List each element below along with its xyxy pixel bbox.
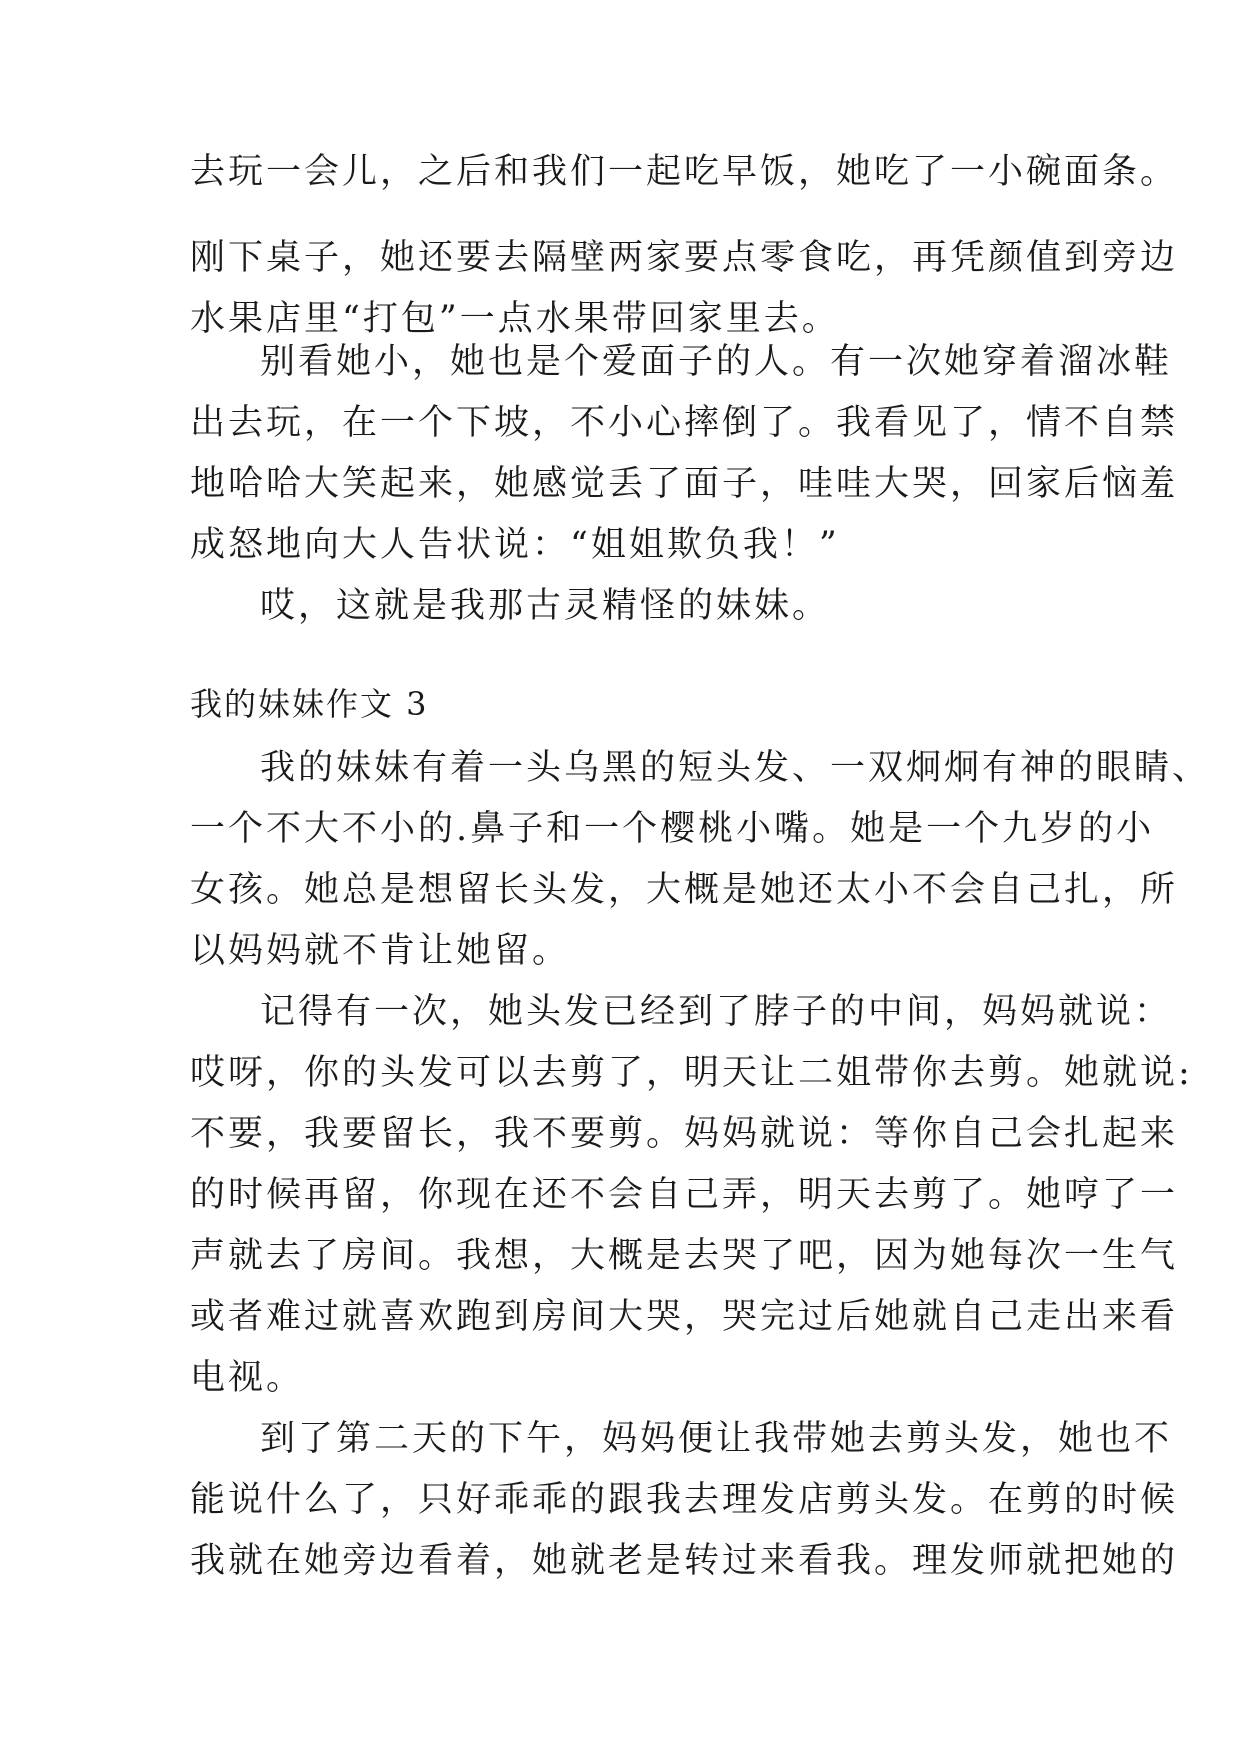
paragraph-line: 女孩。她总是想留长头发，大概是她还太小不会自己扎，所 <box>190 870 1179 910</box>
paragraph-line: 或者难过就喜欢跑到房间大哭，哭完过后她就自己走出来看 <box>190 1297 1179 1337</box>
section-heading: 我的妹妹作文 3 <box>190 685 429 723</box>
paragraph-line: 成怒地向大人告状说：“姐姐欺负我！” <box>190 525 840 565</box>
paragraph-line: 能说什么了，只好乖乖的跟我去理发店剪头发。在剪的时候 <box>190 1480 1179 1520</box>
paragraph-line: 我就在她旁边看着，她就老是转过来看我。理发师就把她的 <box>190 1541 1179 1581</box>
paragraph-line: 的时候再留，你现在还不会自己弄，明天去剪了。她哼了一 <box>190 1175 1179 1215</box>
paragraph-line: 出去玩，在一个下坡，不小心摔倒了。我看见了，情不自禁 <box>190 403 1179 443</box>
paragraph-line: 记得有一次，她头发已经到了脖子的中间，妈妈就说： <box>260 992 1173 1032</box>
paragraph-line: 哎，这就是我那古灵精怪的妹妹。 <box>260 586 831 626</box>
paragraph-line: 地哈哈大笑起来，她感觉丢了面子，哇哇大哭，回家后恼羞 <box>190 464 1179 504</box>
paragraph-line: 哎呀，你的头发可以去剪了，明天让二姐带你去剪。她就说: <box>190 1053 1193 1093</box>
paragraph-line: 不要，我要留长，我不要剪。妈妈就说：等你自己会扎起来 <box>190 1114 1179 1154</box>
paragraph-line: 刚下桌子，她还要去隔壁两家要点零食吃，再凭颜值到旁边 <box>190 238 1179 278</box>
paragraph-line: 去玩一会儿，之后和我们一起吃早饭，她吃了一小碗面条。 <box>190 152 1179 192</box>
paragraph-line: 到了第二天的下午，妈妈便让我带她去剪头发，她也不 <box>260 1419 1173 1459</box>
paragraph-line: 我的妹妹有着一头乌黑的短头发、一双炯炯有神的眼睛、 <box>260 748 1211 788</box>
paragraph-line: 一个不大不小的.鼻子和一个樱桃小嘴。她是一个九岁的小 <box>190 809 1155 849</box>
paragraph-line: 别看她小，她也是个爱面子的人。有一次她穿着溜冰鞋 <box>260 342 1173 382</box>
paragraph-line: 声就去了房间。我想，大概是去哭了吧，因为她每次一生气 <box>190 1236 1179 1276</box>
paragraph-line: 水果店里“打包”一点水果带回家里去。 <box>190 299 840 339</box>
paragraph-line: 以妈妈就不肯让她留。 <box>190 931 571 971</box>
paragraph-line: 电视。 <box>190 1358 305 1398</box>
